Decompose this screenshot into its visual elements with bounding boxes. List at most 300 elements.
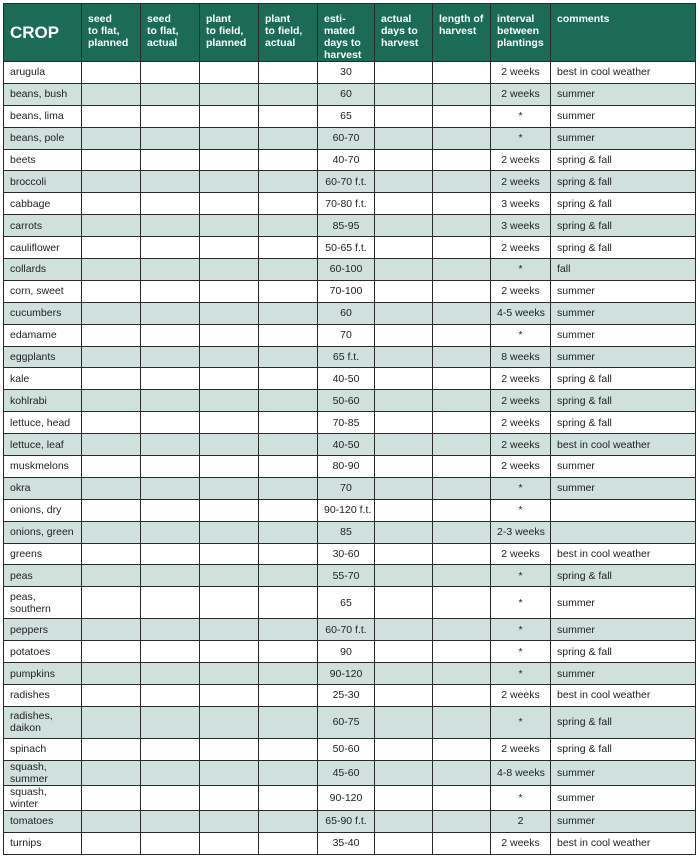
seed-to-flat-actual-cell bbox=[141, 543, 200, 565]
seed-to-flat-actual-cell bbox=[141, 738, 200, 760]
seed-to-flat-actual-cell bbox=[141, 706, 200, 738]
length-of-harvest-cell bbox=[433, 477, 491, 499]
crop-cell: squash, summer bbox=[4, 760, 82, 785]
crop-cell: cucumbers bbox=[4, 302, 82, 324]
interval-cell: * bbox=[491, 499, 551, 521]
seed-to-flat-planned-cell bbox=[82, 619, 141, 641]
length-of-harvest-cell bbox=[433, 302, 491, 324]
seed-to-flat-planned-cell bbox=[82, 127, 141, 149]
length-of-harvest-cell bbox=[433, 565, 491, 587]
crop-cell: pumpkins bbox=[4, 663, 82, 685]
table-row bbox=[4, 368, 696, 390]
plant-to-field-actual-header bbox=[259, 4, 318, 62]
length-of-harvest-cell bbox=[433, 785, 491, 810]
plant-to-field-planned-cell bbox=[200, 324, 259, 346]
comments-cell: summer bbox=[551, 324, 696, 346]
crop-cell: onions, green bbox=[4, 521, 82, 543]
comments-cell: spring & fall bbox=[551, 237, 696, 259]
header-line: plantings bbox=[497, 37, 544, 49]
interval-cell: 2 weeks bbox=[491, 83, 551, 105]
estimated-days-to-harvest-header bbox=[318, 4, 375, 62]
seed-to-flat-planned-cell bbox=[82, 456, 141, 478]
interval-cell: * bbox=[491, 259, 551, 281]
plant-to-field-planned-cell bbox=[200, 521, 259, 543]
length-of-harvest-cell bbox=[433, 127, 491, 149]
length-of-harvest-cell bbox=[433, 587, 491, 619]
length-of-harvest-cell bbox=[433, 346, 491, 368]
plant-to-field-planned-cell bbox=[200, 587, 259, 619]
interval-cell: * bbox=[491, 663, 551, 685]
comments-cell bbox=[551, 521, 696, 543]
seed-to-flat-actual-cell bbox=[141, 368, 200, 390]
estimated-days-cell: 65 f.t. bbox=[318, 346, 375, 368]
seed-to-flat-planned-cell bbox=[82, 149, 141, 171]
interval-cell: 2 weeks bbox=[491, 412, 551, 434]
interval-cell: 3 weeks bbox=[491, 215, 551, 237]
seed-to-flat-actual-cell bbox=[141, 193, 200, 215]
actual-days-cell bbox=[375, 706, 433, 738]
plant-to-field-planned-cell bbox=[200, 738, 259, 760]
table-body bbox=[4, 62, 696, 855]
estimated-days-cell: 60-75 bbox=[318, 706, 375, 738]
plant-to-field-planned-cell bbox=[200, 302, 259, 324]
comments-cell: summer bbox=[551, 810, 696, 832]
header-line: to flat, bbox=[147, 25, 179, 37]
table-row bbox=[4, 499, 696, 521]
header-line: actual bbox=[381, 13, 412, 25]
crop-cell: beets bbox=[4, 149, 82, 171]
estimated-days-cell: 40-50 bbox=[318, 434, 375, 456]
length-of-harvest-cell bbox=[433, 259, 491, 281]
seed-to-flat-actual-cell bbox=[141, 810, 200, 832]
table-row bbox=[4, 785, 696, 810]
plant-to-field-actual-cell bbox=[259, 456, 318, 478]
plant-to-field-planned-cell bbox=[200, 62, 259, 84]
interval-cell: 2 weeks bbox=[491, 543, 551, 565]
actual-days-cell bbox=[375, 543, 433, 565]
comments-cell: summer bbox=[551, 302, 696, 324]
comments-cell: summer bbox=[551, 785, 696, 810]
actual-days-cell bbox=[375, 83, 433, 105]
estimated-days-cell: 70 bbox=[318, 324, 375, 346]
plant-to-field-actual-cell bbox=[259, 499, 318, 521]
table-row bbox=[4, 587, 696, 619]
actual-days-cell bbox=[375, 412, 433, 434]
plant-to-field-actual-cell bbox=[259, 810, 318, 832]
plant-to-field-actual-cell bbox=[259, 324, 318, 346]
table-row bbox=[4, 663, 696, 685]
crop-cell: collards bbox=[4, 259, 82, 281]
interval-cell: * bbox=[491, 785, 551, 810]
length-of-harvest-cell bbox=[433, 280, 491, 302]
plant-to-field-actual-cell bbox=[259, 565, 318, 587]
actual-days-cell bbox=[375, 663, 433, 685]
estimated-days-cell: 70 bbox=[318, 477, 375, 499]
header-line: to field, bbox=[265, 25, 303, 37]
plant-to-field-actual-cell bbox=[259, 663, 318, 685]
comments-header bbox=[551, 4, 696, 62]
interval-between-plantings-header bbox=[491, 4, 551, 62]
table-row bbox=[4, 302, 696, 324]
plant-to-field-actual-cell bbox=[259, 105, 318, 127]
plant-to-field-actual-cell bbox=[259, 641, 318, 663]
crop-cell: beans, bush bbox=[4, 83, 82, 105]
plant-to-field-actual-cell bbox=[259, 587, 318, 619]
table-row bbox=[4, 641, 696, 663]
comments-cell: spring & fall bbox=[551, 193, 696, 215]
crop-cell: squash, winter bbox=[4, 785, 82, 810]
header-line: esti- bbox=[324, 13, 346, 25]
estimated-days-cell: 50-60 bbox=[318, 738, 375, 760]
table-row bbox=[4, 832, 696, 854]
comments-cell: summer bbox=[551, 456, 696, 478]
seed-to-flat-actual-cell bbox=[141, 760, 200, 785]
length-of-harvest-cell bbox=[433, 832, 491, 854]
seed-to-flat-planned-cell bbox=[82, 810, 141, 832]
plant-to-field-planned-cell bbox=[200, 663, 259, 685]
actual-days-cell bbox=[375, 785, 433, 810]
seed-to-flat-actual-cell bbox=[141, 171, 200, 193]
table-row bbox=[4, 215, 696, 237]
seed-to-flat-actual-cell bbox=[141, 105, 200, 127]
seed-to-flat-planned-cell bbox=[82, 105, 141, 127]
length-of-harvest-cell bbox=[433, 685, 491, 707]
crop-cell: radishes, daikon bbox=[4, 706, 82, 738]
plant-to-field-planned-cell bbox=[200, 215, 259, 237]
plant-to-field-actual-cell bbox=[259, 706, 318, 738]
estimated-days-cell: 60-70 f.t. bbox=[318, 171, 375, 193]
estimated-days-cell: 70-80 f.t. bbox=[318, 193, 375, 215]
actual-days-cell bbox=[375, 641, 433, 663]
header-line: days to bbox=[381, 25, 418, 37]
plant-to-field-actual-cell bbox=[259, 149, 318, 171]
estimated-days-cell: 85 bbox=[318, 521, 375, 543]
length-of-harvest-cell bbox=[433, 434, 491, 456]
header-line: harvest bbox=[439, 25, 477, 37]
estimated-days-cell: 70-85 bbox=[318, 412, 375, 434]
seed-to-flat-planned-cell bbox=[82, 368, 141, 390]
crop-cell: radishes bbox=[4, 685, 82, 707]
actual-days-cell bbox=[375, 105, 433, 127]
plant-to-field-actual-cell bbox=[259, 685, 318, 707]
header-line: length of bbox=[439, 13, 484, 25]
seed-to-flat-planned-cell bbox=[82, 346, 141, 368]
plant-to-field-planned-cell bbox=[200, 259, 259, 281]
table-row bbox=[4, 412, 696, 434]
estimated-days-cell: 90-120 bbox=[318, 663, 375, 685]
seed-to-flat-actual-cell bbox=[141, 259, 200, 281]
header-line: plant bbox=[206, 13, 232, 25]
comments-cell: summer bbox=[551, 477, 696, 499]
seed-to-flat-planned-cell bbox=[82, 706, 141, 738]
comments-cell bbox=[551, 499, 696, 521]
estimated-days-cell: 60 bbox=[318, 302, 375, 324]
table-row bbox=[4, 149, 696, 171]
comments-cell: spring & fall bbox=[551, 641, 696, 663]
crop-cell: edamame bbox=[4, 324, 82, 346]
header-line: planned bbox=[88, 37, 129, 49]
crop-cell: muskmelons bbox=[4, 456, 82, 478]
actual-days-cell bbox=[375, 302, 433, 324]
interval-cell: 2 weeks bbox=[491, 62, 551, 84]
seed-to-flat-actual-cell bbox=[141, 127, 200, 149]
table-row bbox=[4, 619, 696, 641]
seed-to-flat-planned-cell bbox=[82, 412, 141, 434]
length-of-harvest-cell bbox=[433, 171, 491, 193]
header-line: seed bbox=[88, 13, 112, 25]
estimated-days-cell: 50-65 f.t. bbox=[318, 237, 375, 259]
table-row bbox=[4, 434, 696, 456]
length-of-harvest-cell bbox=[433, 368, 491, 390]
plant-to-field-actual-cell bbox=[259, 521, 318, 543]
interval-cell: 4-8 weeks bbox=[491, 760, 551, 785]
table-row bbox=[4, 127, 696, 149]
table-row bbox=[4, 565, 696, 587]
crop-cell: peas bbox=[4, 565, 82, 587]
comments-cell: best in cool weather bbox=[551, 685, 696, 707]
plant-to-field-planned-cell bbox=[200, 785, 259, 810]
plant-to-field-planned-cell bbox=[200, 193, 259, 215]
table-row bbox=[4, 259, 696, 281]
length-of-harvest-cell bbox=[433, 521, 491, 543]
estimated-days-cell: 90-120 f.t. bbox=[318, 499, 375, 521]
crop-cell: potatoes bbox=[4, 641, 82, 663]
seed-to-flat-actual-cell bbox=[141, 324, 200, 346]
estimated-days-cell: 65 bbox=[318, 105, 375, 127]
actual-days-cell bbox=[375, 280, 433, 302]
plant-to-field-actual-cell bbox=[259, 193, 318, 215]
plant-to-field-planned-cell bbox=[200, 412, 259, 434]
comments-cell: spring & fall bbox=[551, 368, 696, 390]
table-row bbox=[4, 324, 696, 346]
comments-cell: summer bbox=[551, 105, 696, 127]
interval-cell: * bbox=[491, 565, 551, 587]
seed-to-flat-planned-cell bbox=[82, 565, 141, 587]
plant-to-field-planned-cell bbox=[200, 619, 259, 641]
header-line: days to bbox=[324, 37, 361, 49]
crop-cell: peas, southern bbox=[4, 587, 82, 619]
interval-cell: 2 weeks bbox=[491, 434, 551, 456]
crop-cell: lettuce, leaf bbox=[4, 434, 82, 456]
actual-days-cell bbox=[375, 619, 433, 641]
estimated-days-cell: 40-50 bbox=[318, 368, 375, 390]
estimated-days-cell: 30-60 bbox=[318, 543, 375, 565]
header-line: comments bbox=[557, 13, 610, 25]
crop-cell: eggplants bbox=[4, 346, 82, 368]
interval-cell: * bbox=[491, 324, 551, 346]
plant-to-field-actual-cell bbox=[259, 477, 318, 499]
plant-to-field-actual-cell bbox=[259, 83, 318, 105]
length-of-harvest-cell bbox=[433, 543, 491, 565]
estimated-days-cell: 90-120 bbox=[318, 785, 375, 810]
interval-cell: 2 weeks bbox=[491, 456, 551, 478]
table-row bbox=[4, 456, 696, 478]
seed-to-flat-planned-cell bbox=[82, 237, 141, 259]
table-row bbox=[4, 105, 696, 127]
seed-to-flat-actual-cell bbox=[141, 499, 200, 521]
plant-to-field-planned-cell bbox=[200, 280, 259, 302]
plant-to-field-planned-cell bbox=[200, 368, 259, 390]
length-of-harvest-header bbox=[433, 4, 491, 62]
plant-to-field-planned-cell bbox=[200, 832, 259, 854]
comments-cell: summer bbox=[551, 346, 696, 368]
plant-to-field-planned-cell bbox=[200, 171, 259, 193]
estimated-days-cell: 70-100 bbox=[318, 280, 375, 302]
comments-cell: fall bbox=[551, 259, 696, 281]
seed-to-flat-planned-cell bbox=[82, 738, 141, 760]
seed-to-flat-planned-cell bbox=[82, 390, 141, 412]
comments-cell: spring & fall bbox=[551, 149, 696, 171]
comments-cell: summer bbox=[551, 83, 696, 105]
actual-days-cell bbox=[375, 477, 433, 499]
crop-cell: beans, pole bbox=[4, 127, 82, 149]
crop-cell: spinach bbox=[4, 738, 82, 760]
seed-to-flat-actual-cell bbox=[141, 641, 200, 663]
plant-to-field-planned-cell bbox=[200, 685, 259, 707]
plant-to-field-actual-cell bbox=[259, 434, 318, 456]
plant-to-field-actual-cell bbox=[259, 390, 318, 412]
seed-to-flat-actual-cell bbox=[141, 62, 200, 84]
plant-to-field-planned-cell bbox=[200, 149, 259, 171]
crop-cell: onions, dry bbox=[4, 499, 82, 521]
seed-to-flat-planned-cell bbox=[82, 324, 141, 346]
table-row bbox=[4, 193, 696, 215]
table-row bbox=[4, 62, 696, 84]
actual-days-cell bbox=[375, 62, 433, 84]
actual-days-cell bbox=[375, 237, 433, 259]
estimated-days-cell: 60 bbox=[318, 83, 375, 105]
seed-to-flat-actual-cell bbox=[141, 215, 200, 237]
plant-to-field-actual-cell bbox=[259, 543, 318, 565]
seed-to-flat-planned-cell bbox=[82, 832, 141, 854]
crop-cell: kohlrabi bbox=[4, 390, 82, 412]
crop-cell: lettuce, head bbox=[4, 412, 82, 434]
seed-to-flat-planned-header bbox=[82, 4, 141, 62]
seed-to-flat-actual-cell bbox=[141, 521, 200, 543]
length-of-harvest-cell bbox=[433, 412, 491, 434]
plant-to-field-actual-cell bbox=[259, 171, 318, 193]
crop-cell: arugula bbox=[4, 62, 82, 84]
comments-cell: spring & fall bbox=[551, 565, 696, 587]
length-of-harvest-cell bbox=[433, 456, 491, 478]
interval-cell: 2-3 weeks bbox=[491, 521, 551, 543]
crop-cell: kale bbox=[4, 368, 82, 390]
seed-to-flat-actual-cell bbox=[141, 237, 200, 259]
plant-to-field-actual-cell bbox=[259, 280, 318, 302]
seed-to-flat-actual-header bbox=[141, 4, 200, 62]
comments-cell: spring & fall bbox=[551, 215, 696, 237]
comments-cell: best in cool weather bbox=[551, 434, 696, 456]
interval-cell: 2 weeks bbox=[491, 832, 551, 854]
table-row bbox=[4, 706, 696, 738]
comments-cell: spring & fall bbox=[551, 412, 696, 434]
estimated-days-cell: 65 bbox=[318, 587, 375, 619]
length-of-harvest-cell bbox=[433, 215, 491, 237]
seed-to-flat-planned-cell bbox=[82, 215, 141, 237]
table-row bbox=[4, 521, 696, 543]
estimated-days-cell: 60-100 bbox=[318, 259, 375, 281]
interval-cell: * bbox=[491, 127, 551, 149]
comments-cell: summer bbox=[551, 127, 696, 149]
actual-days-cell bbox=[375, 521, 433, 543]
estimated-days-cell: 45-60 bbox=[318, 760, 375, 785]
actual-days-cell bbox=[375, 565, 433, 587]
seed-to-flat-planned-cell bbox=[82, 760, 141, 785]
interval-cell: * bbox=[491, 619, 551, 641]
actual-days-cell bbox=[375, 127, 433, 149]
seed-to-flat-planned-cell bbox=[82, 785, 141, 810]
plant-to-field-planned-cell bbox=[200, 127, 259, 149]
crop-cell: corn, sweet bbox=[4, 280, 82, 302]
plant-to-field-actual-cell bbox=[259, 215, 318, 237]
header-line: between bbox=[497, 25, 540, 37]
estimated-days-cell: 30 bbox=[318, 62, 375, 84]
table-row bbox=[4, 810, 696, 832]
actual-days-cell bbox=[375, 760, 433, 785]
seed-to-flat-actual-cell bbox=[141, 390, 200, 412]
plant-to-field-actual-cell bbox=[259, 346, 318, 368]
seed-to-flat-planned-cell bbox=[82, 641, 141, 663]
interval-cell: 3 weeks bbox=[491, 193, 551, 215]
seed-to-flat-actual-cell bbox=[141, 434, 200, 456]
plant-to-field-actual-cell bbox=[259, 302, 318, 324]
table-row bbox=[4, 477, 696, 499]
seed-to-flat-planned-cell bbox=[82, 171, 141, 193]
header-line: CROP bbox=[10, 22, 60, 42]
actual-days-cell bbox=[375, 368, 433, 390]
table-row bbox=[4, 171, 696, 193]
length-of-harvest-cell bbox=[433, 149, 491, 171]
table-row bbox=[4, 738, 696, 760]
comments-cell: spring & fall bbox=[551, 706, 696, 738]
seed-to-flat-actual-cell bbox=[141, 83, 200, 105]
seed-to-flat-planned-cell bbox=[82, 259, 141, 281]
actual-days-cell bbox=[375, 390, 433, 412]
header-row bbox=[4, 4, 696, 62]
seed-to-flat-planned-cell bbox=[82, 543, 141, 565]
seed-to-flat-actual-cell bbox=[141, 785, 200, 810]
crop-cell: greens bbox=[4, 543, 82, 565]
length-of-harvest-cell bbox=[433, 619, 491, 641]
plant-to-field-planned-cell bbox=[200, 499, 259, 521]
estimated-days-cell: 55-70 bbox=[318, 565, 375, 587]
actual-days-cell bbox=[375, 738, 433, 760]
header-line: to flat, bbox=[88, 25, 120, 37]
interval-cell: * bbox=[491, 477, 551, 499]
seed-to-flat-actual-cell bbox=[141, 477, 200, 499]
length-of-harvest-cell bbox=[433, 83, 491, 105]
crop-cell: turnips bbox=[4, 832, 82, 854]
seed-to-flat-actual-cell bbox=[141, 619, 200, 641]
seed-to-flat-planned-cell bbox=[82, 477, 141, 499]
estimated-days-cell: 90 bbox=[318, 641, 375, 663]
plant-to-field-planned-cell bbox=[200, 641, 259, 663]
interval-cell: 2 weeks bbox=[491, 685, 551, 707]
seed-to-flat-actual-cell bbox=[141, 685, 200, 707]
length-of-harvest-cell bbox=[433, 499, 491, 521]
plant-to-field-planned-cell bbox=[200, 346, 259, 368]
seed-to-flat-planned-cell bbox=[82, 587, 141, 619]
table-row bbox=[4, 346, 696, 368]
actual-days-cell bbox=[375, 456, 433, 478]
crop-planting-table bbox=[3, 3, 696, 855]
length-of-harvest-cell bbox=[433, 324, 491, 346]
seed-to-flat-planned-cell bbox=[82, 83, 141, 105]
length-of-harvest-cell bbox=[433, 390, 491, 412]
length-of-harvest-cell bbox=[433, 193, 491, 215]
plant-to-field-planned-cell bbox=[200, 434, 259, 456]
length-of-harvest-cell bbox=[433, 105, 491, 127]
